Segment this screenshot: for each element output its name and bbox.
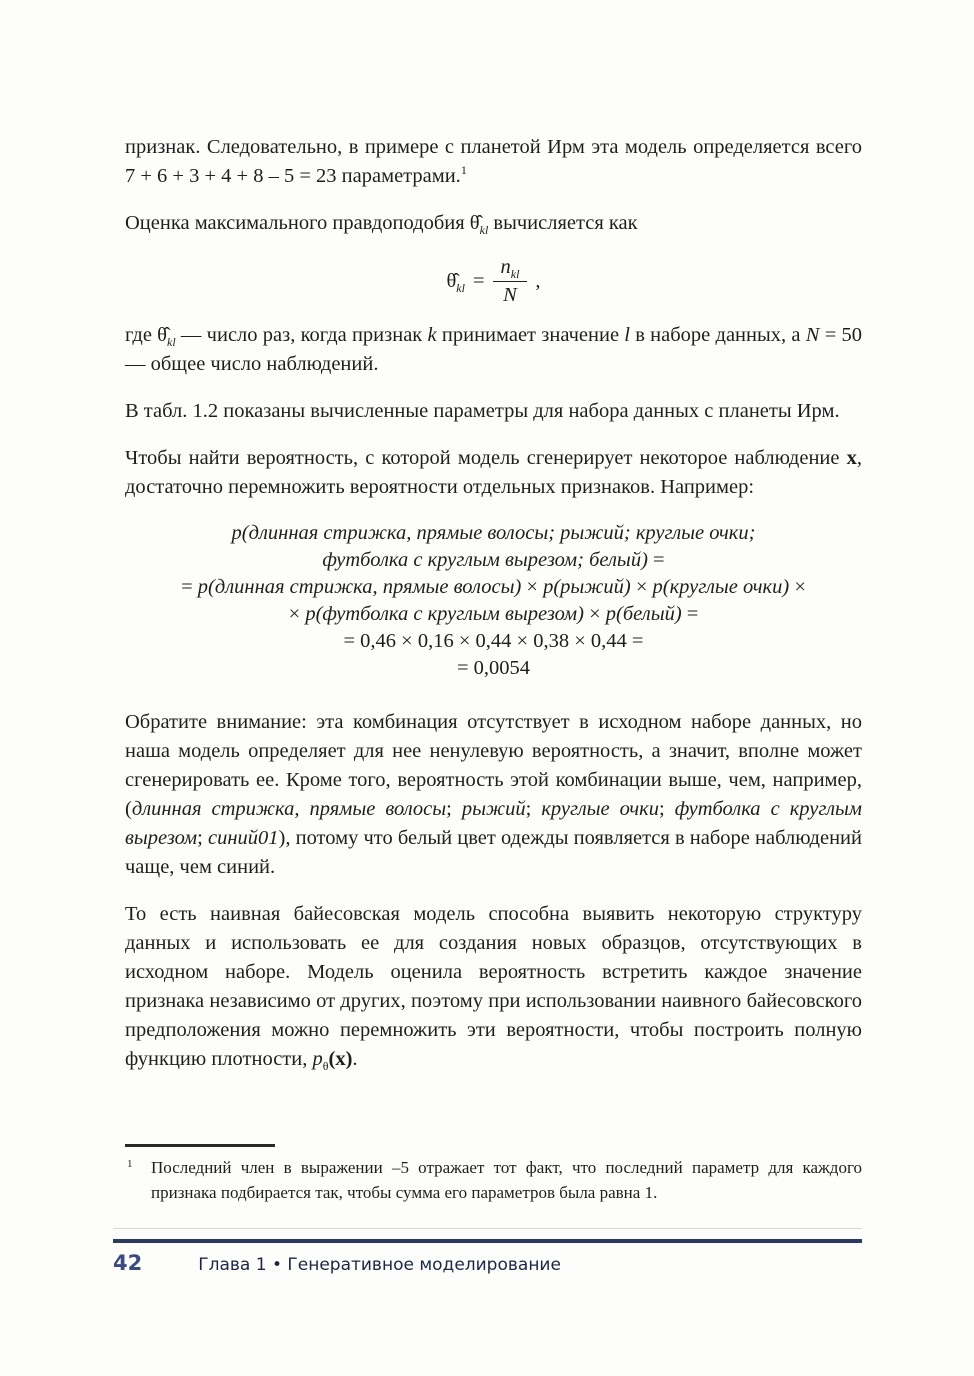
paragraph-text: вычисляется как [488,212,638,234]
paragraph-intro [125,133,862,191]
derivation-line-2: футболка с круглым вырезом; белый) = [322,549,665,571]
footnote-reference: 1 [460,163,467,178]
fraction-denominator: N [503,284,517,306]
footer-navy-rule [113,1239,862,1243]
theta-subscript: θ [322,1059,329,1074]
density-p: p [312,1048,323,1070]
footnote [125,1144,862,1205]
paragraph-table-ref: В табл. 1.2 показаны вычисленные параметры для набора данных с планеты Ирм. [125,400,840,422]
derivation-line-4: × p(футболка с круглым вырезом) × p(белый) = [288,603,699,625]
variable-l: l [624,324,630,346]
footnote-divider [125,1144,275,1147]
page-footer [113,1228,862,1275]
theta-hat-symbol: $\thetâ_{kl}$ [157,324,176,350]
paragraph-text: Оценка максимального правдоподобия [125,212,470,234]
theta-hat-symbol: $\thetâ_{kl}$ [469,212,489,238]
fraction-numerator: $n_{kl}$ [493,256,528,282]
derivation-line-1: p(длинная стрижка, прямые волосы; рыжий; круглые очки; [231,522,756,544]
probability-derivation [125,520,862,682]
vector-x: x [335,1048,346,1070]
footer-thin-rule [113,1228,862,1229]
mle-formula [125,256,862,307]
paragraph-conclusion: То есть наивная байесовская модель способна выявить некоторую структуру данных и использовать ее для создания новых образцов, отсутствующих в исходном наборе. Модель оценила вероятность встретить каждое значение признака независимо от других, поэтому при использовании наивного байесовского предположения можно перемножить эти вероятности, чтобы построить полную функцию плотности, $p_\theta(x)$. [125,903,862,1074]
fraction [493,256,528,307]
derivation-line-6: = 0,0054 [456,657,531,679]
derivation-line-3: = p(длинная стрижка, прямые волосы) × p(рыжий) × p(круглые очки) × [181,576,806,598]
chapter-title: Глава 1 • Генеративное моделирование [198,1255,561,1275]
paragraph-note: Обратите внимание: эта комбинация отсутствует в исходном наборе данных, но наша модель определяет для нее ненулевую вероятность, а значит, вполне может сгенерировать ее. Кроме того, вероятность этой комбинации выше, чем, например, (длинная стрижка, прямые волосы; рыжий; круглые очки; футболка с круглым вырезом; синий01), потому что белый цвет одежды появляется в наборе наблюдений чаще, чем синий. [125,711,863,878]
vector-x: x [846,447,857,469]
variable-k: k [427,324,437,346]
variable-n: N [805,324,820,346]
paragraph-mle [125,209,862,238]
derivation-line-5: = 0,46 × 0,16 × 0,44 × 0,38 × 0,44 = [343,630,644,652]
page-content [125,133,862,1092]
page-number: 42 [113,1251,143,1275]
paragraph-text: признак. Следовательно, в примере с планетой Ирм эта модель определяется всего 7 + 6 + 3 + 4 + 8 – 5 = 23 параметрами. [125,136,862,187]
formula-comma: , [535,270,541,292]
footnote-marker: 1 [127,1158,133,1170]
formula-lhs: $\thetâ_{kl}$ [446,270,465,296]
footnote-text: Последний член в выражении –5 отражает тот факт, что последний параметр для каждого признака подбирается так, чтобы сумма его параметров была равна 1. [151,1158,862,1202]
paragraph-probability: Чтобы найти вероятность, с которой модель сгенерирует некоторое наблюдение x, достаточно перемножить вероятности отдельных признаков. Например: [125,447,862,498]
equals-sign: = [472,270,485,292]
footer-row [113,1251,862,1275]
footnote-body [125,1155,862,1205]
paragraph-where: где $\thetâ_{kl}$ — число раз, когда признак k принимает значение l в наборе данных, а N = 50 — общее число наблюдений. [125,324,862,375]
